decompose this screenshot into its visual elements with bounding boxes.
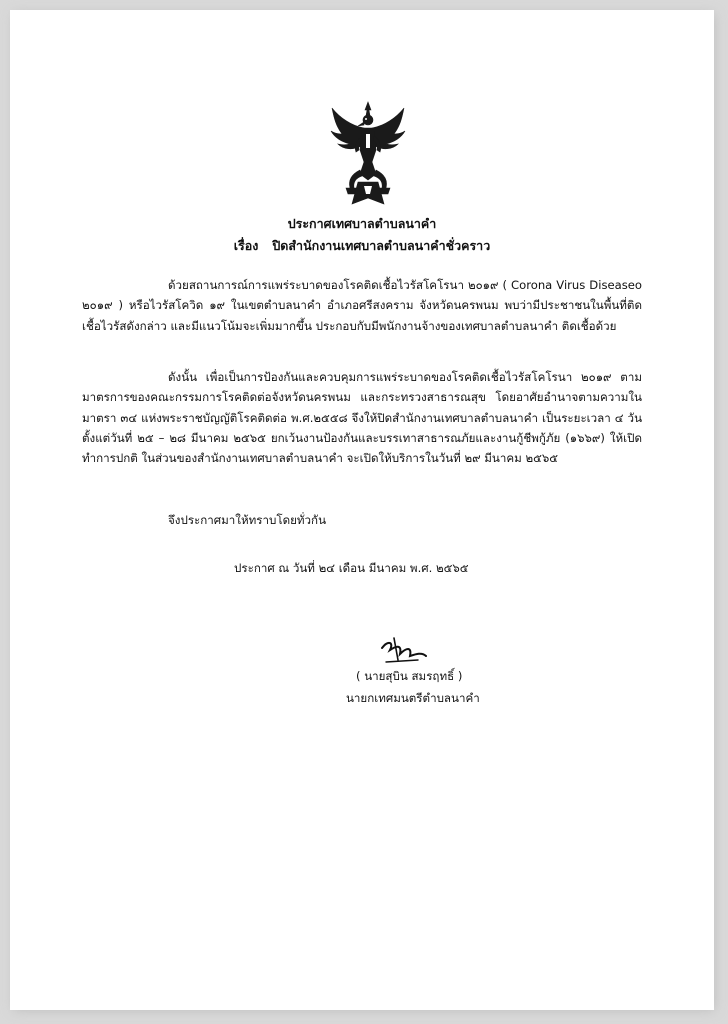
subject-text: ปิดสำนักงานเทศบาลตำบลนาคำชั่วคราว	[272, 238, 491, 253]
garuda-emblem-icon	[328, 100, 408, 208]
announcement-date: ประกาศ ณ วันที่ ๒๔ เดือน มีนาคม พ.ศ. ๒๕๖๕	[234, 561, 469, 575]
document-subject	[10, 236, 714, 256]
document-title: ประกาศเทศบาลตำบลนาคำ	[287, 216, 437, 231]
paragraph-1: ด้วยสถานการณ์การแพร่ระบาดของโรคติดเชื้อไวรัสโคโรนา ๒๐๑๙ ( Corona Virus Diseaseo ๒๐๑๙ ) หรือไวรัสโควิด ๑๙ ในเขตตำบลนาคำ อำเภอศรีสงคราม จังหวัดนครพนม พบว่ามีประชาชนในพื้นที่ติดเชื้อไวรัสดังกล่าว และมีแนวโน้มจะเพิ่มมากขึ้น ประกอบกับมีพนักงานจ้างของเทศบาลตำบลนาคำ ติดเชื้อด้วย	[82, 278, 642, 333]
paragraph-2: ดังนั้น เพื่อเป็นการป้องกันและควบคุมการแพร่ระบาดของโรคติดเชื้อไวรัสโคโรนา ๒๐๑๙ ตามมาตรการของคณะกรรมการโรคติดต่อจังหวัดนครพนม และกระทรวงสาธารณสุข โดยอาศัยอำนาจตามความในมาตรา ๓๔ แห่งพระราชบัญญัติโรคติดต่อ พ.ศ.๒๕๕๘ จึงให้ปิดสำนักงานเทศบาลตำบลนาคำ เป็นระยะเวลา ๔ วัน ตั้งแต่วันที่ ๒๕ – ๒๘ มีนาคม ๒๕๖๕ ยกเว้นงานป้องกันและบรรเทาสาธารณภัยและงานกู้ชีพกู้ภัย (๑๖๖๙) ให้เปิดทำการปกติ ในส่วนของสำนักงานเทศบาลตำบลนาคำ จะเปิดให้บริการในวันที่ ๒๙ มีนาคม ๒๕๖๕	[82, 370, 642, 466]
subject-label: เรื่อง	[233, 238, 259, 253]
paragraph-3: จึงประกาศมาให้ทราบโดยทั่วกัน	[168, 513, 326, 527]
signer-title: นายกเทศมนตรีตำบลนาคำ	[346, 691, 480, 705]
document-page	[10, 10, 714, 1010]
signer-name: ( นายสุบิน สมรฤทธิ์ )	[356, 669, 463, 683]
signature-icon	[376, 632, 432, 668]
